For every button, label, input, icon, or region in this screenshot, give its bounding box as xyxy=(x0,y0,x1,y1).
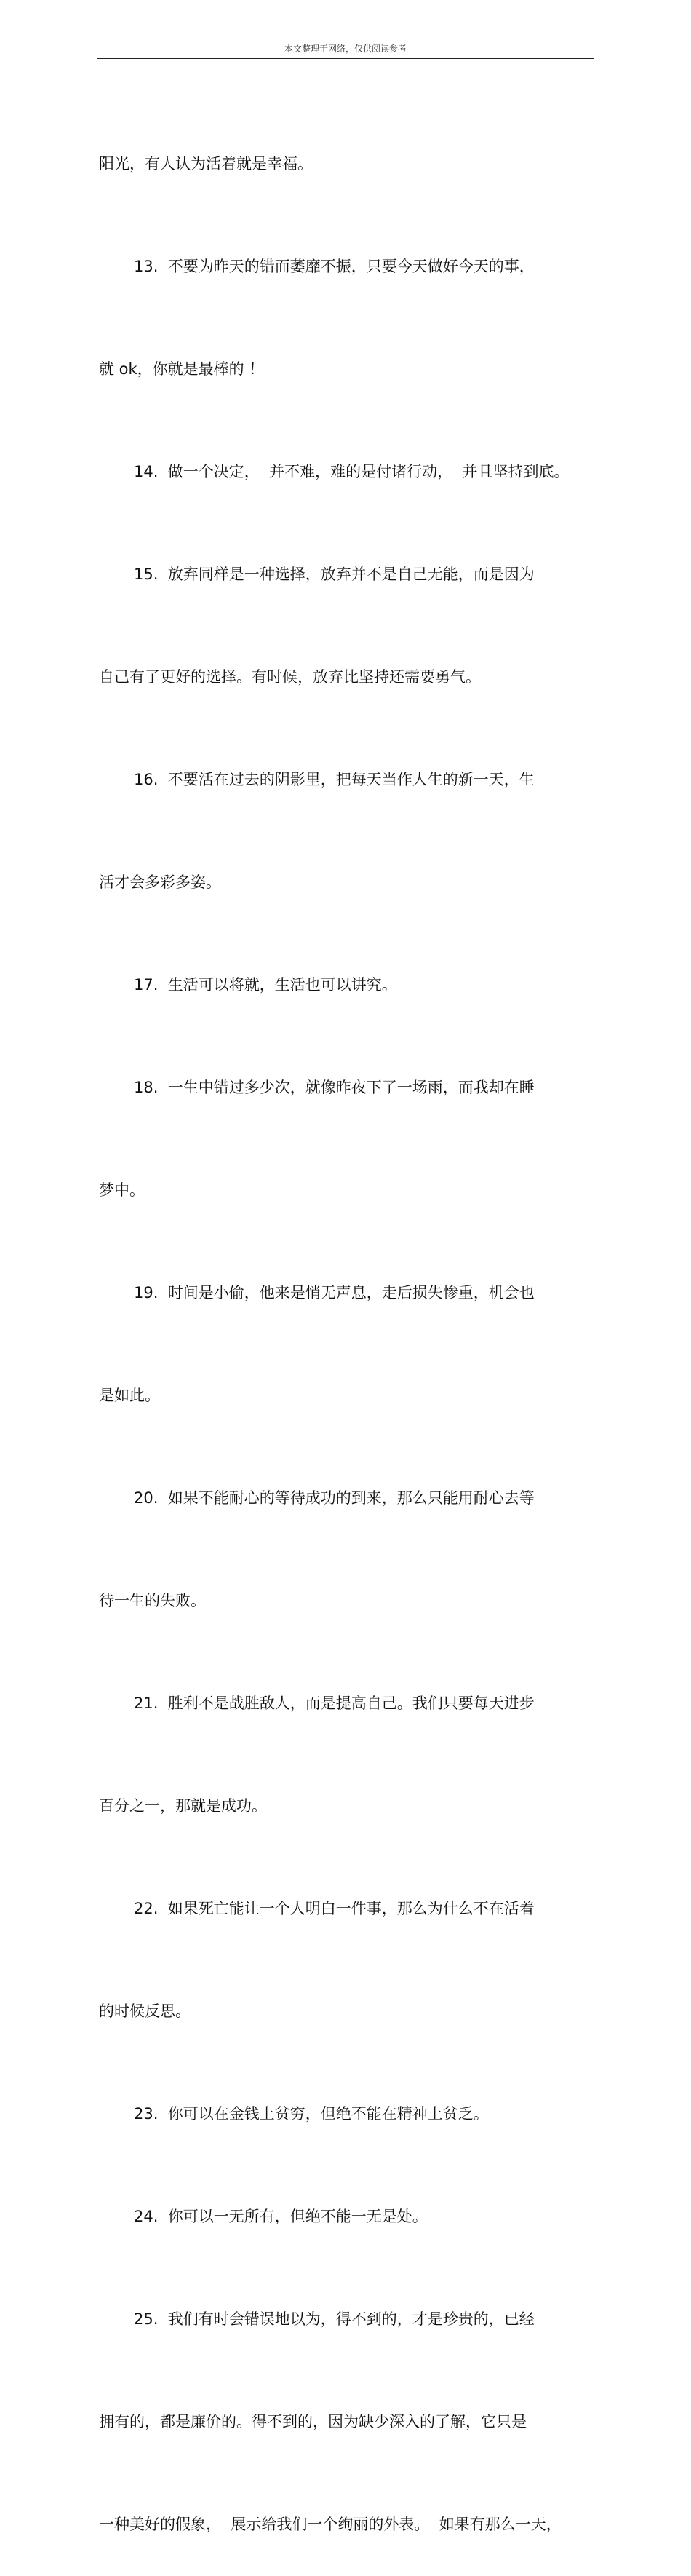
text-line: 活才会多彩多姿。 xyxy=(99,873,221,891)
text-line: 20. 如果不能耐心的等待成功的到来，那么只能用耐心去等 xyxy=(134,1489,535,1507)
text-line: 14. 做一个决定， 并不难，难的是付诸行动， 并且坚持到底。 xyxy=(134,463,570,480)
text-line: 阳光，有人认为活着就是幸福。 xyxy=(99,155,313,173)
document-body xyxy=(99,79,594,2576)
text-line: 16. 不要活在过去的阴影里，把每天当作人生的新一天，生 xyxy=(134,771,535,788)
text-line: 就 ok，你就是最棒的 ！ xyxy=(99,360,265,378)
text-line: 19. 时间是小偷，他来是悄无声息，走后损失惨重，机会也 xyxy=(134,1284,535,1301)
text-line: 待一生的失败。 xyxy=(99,1592,206,1609)
header-divider xyxy=(97,58,594,59)
text-line: 23. 你可以在金钱上贫穷，但绝不能在精神上贫乏。 xyxy=(134,2105,489,2123)
text-line: 22. 如果死亡能让一个人明白一件事，那么为什么不在活着 xyxy=(134,1900,535,1917)
text-line: 是如此。 xyxy=(99,1387,160,1404)
text-line: 17. 生活可以将就，生活也可以讲究。 xyxy=(134,976,397,994)
text-line: 13. 不要为昨天的错而萎靡不振，只要今天做好今天的事， xyxy=(134,258,535,275)
text-line: 一种美好的假象， 展示给我们一个绚丽的外表。 如果有那么一天， xyxy=(99,2516,562,2533)
text-line: 百分之一，那就是成功。 xyxy=(99,1797,267,1815)
text-line: 18. 一生中错过多少次，就像昨夜下了一场雨，而我却在睡 xyxy=(134,1079,535,1096)
text-line: 梦中。 xyxy=(99,1181,145,1199)
text-line: 21. 胜利不是战胜敌人，而是提高自己。我们只要每天进步 xyxy=(134,1695,535,1712)
page-header: 本文整理于网络，仅供阅读参考 xyxy=(284,44,407,54)
text-line: 自己有了更好的选择。有时候，放弃比坚持还需要勇气。 xyxy=(99,668,481,686)
text-line: 25. 我们有时会错误地以为，得不到的，才是珍贵的，已经 xyxy=(134,2310,535,2328)
text-line: 的时候反思。 xyxy=(99,2002,191,2020)
text-line: 拥有的，都是廉价的。得不到的，因为缺少深入的了解，它只是 xyxy=(99,2413,527,2430)
text-line: 24. 你可以一无所有，但绝不能一无是处。 xyxy=(134,2208,428,2225)
text-line: 15. 放弃同样是一种选择，放弃并不是自己无能，而是因为 xyxy=(134,566,535,583)
